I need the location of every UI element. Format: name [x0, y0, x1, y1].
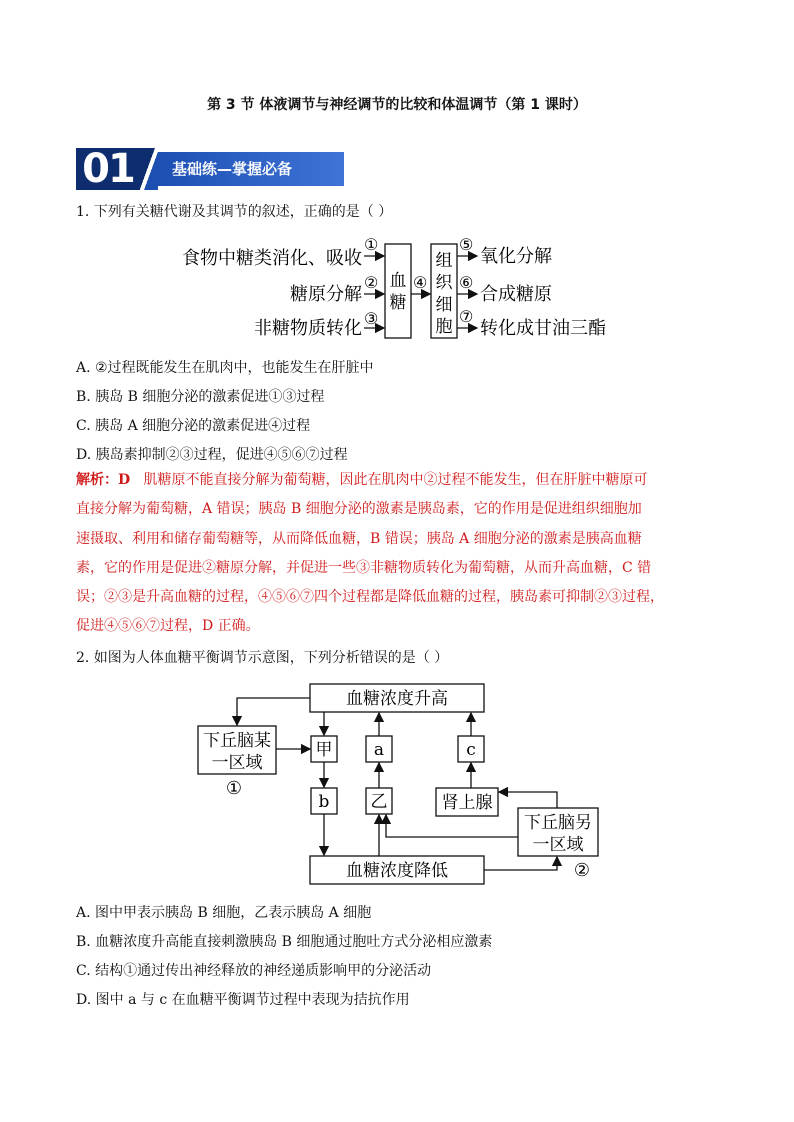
q1-target-1: 氧化分解 — [480, 246, 552, 267]
q2-stem: 2. 如图为人体血糖平衡调节示意图，下列分析错误的是（ ） — [76, 650, 449, 666]
section-title: 基础练—掌握必备 — [158, 152, 344, 186]
q2-hypo2-line2: 一区域 — [532, 835, 584, 855]
q2-hypo1-line1: 下丘脑某 — [203, 731, 271, 751]
q1-mark-3: ③ — [364, 309, 379, 328]
q1-analysis-line-2: 直接分解为葡萄糖，A 错误；胰岛 B 细胞分泌的激素是胰岛素，它的作用是促进组织细胞加 — [76, 501, 642, 518]
q1-analysis — [76, 466, 722, 642]
q1-blood-sugar-box — [385, 244, 411, 338]
q1-mark-1: ① — [364, 235, 379, 254]
q2-c-label: c — [466, 740, 476, 760]
q2-b-label: b — [318, 792, 330, 812]
q1-option-a: A. ②过程既能发生在肌肉中，也能发生在肝脏中 — [76, 360, 374, 376]
q1-option-b: B. 胰岛 B 细胞分泌的激素促进①③过程 — [76, 389, 325, 405]
section-number: 01 — [76, 148, 140, 190]
banner-slash-decoration — [140, 148, 158, 190]
q1-source-1: 食物中糖类消化、吸收 — [182, 248, 362, 269]
q2-hypo2-mark: ② — [573, 860, 591, 881]
q1-target-3: 转化成甘油三酯 — [480, 318, 606, 339]
q1-center-char-1: 血 — [389, 271, 407, 291]
q1-mark-5: ⑤ — [459, 235, 474, 254]
q1-source-2: 糖原分解 — [290, 284, 362, 305]
q1-tissue-char-3: 细 — [435, 295, 453, 315]
page-title: 第 3 节 体液调节与神经调节的比较和体温调节（第 1 课时） — [207, 97, 587, 113]
q2-bottom-label: 血糖浓度降低 — [346, 861, 448, 881]
q1-source-3: 非糖物质转化 — [254, 318, 362, 339]
q2-hypo1-mark: ① — [225, 778, 243, 799]
q2-hypo1-line2: 一区域 — [211, 753, 263, 773]
q2-option-d: D. 图中 a 与 c 在血糖平衡调节过程中表现为拮抗作用 — [76, 992, 410, 1008]
q1-mark-4: ④ — [413, 273, 428, 292]
q1-analysis-line-1: 肌糖原不能直接分解为葡萄糖，因此在肌肉中②过程不能发生，但在肝脏中糖原可 — [143, 472, 648, 488]
q1-option-d: D. 胰岛素抑制②③过程，促进④⑤⑥⑦过程 — [76, 447, 348, 463]
q1-analysis-line-4: 素，它的作用是促进②糖原分解，并促进一些③非糖物质转化为葡萄糖，从而升高血糖，C 错 — [76, 559, 652, 576]
q1-mark-2: ② — [364, 273, 379, 292]
q1-figure — [170, 234, 630, 346]
q2-option-c: C. 结构①通过传出神经释放的神经递质影响甲的分泌活动 — [76, 963, 432, 979]
q2-option-b: B. 血糖浓度升高能直接刺激胰岛 B 细胞通过胞吐方式分泌相应激素 — [76, 934, 493, 950]
q1-center-char-2: 糖 — [389, 293, 407, 313]
q1-mark-6: ⑥ — [459, 273, 474, 292]
q1-analysis-line-6: 促进④⑤⑥⑦过程，D 正确。 — [76, 618, 260, 635]
q2-adrenal-label: 肾上腺 — [441, 793, 493, 813]
q2-yi-label: 乙 — [370, 792, 388, 812]
q1-tissue-char-2: 织 — [435, 273, 453, 293]
q1-stem: 1. 下列有关糖代谢及其调节的叙述，正确的是（ ） — [76, 204, 393, 220]
q2-hypo2-line1: 下丘脑另 — [524, 813, 592, 833]
q1-tissue-char-1: 组 — [435, 251, 453, 271]
q1-analysis-label: 解析：D — [76, 472, 131, 488]
q2-a-label: a — [373, 740, 385, 760]
q1-analysis-line-5: 误；②③是升高血糖的过程，④⑤⑥⑦四个过程都是降低血糖的过程，胰岛素可抑制②③过程， — [76, 589, 664, 606]
q1-target-2: 合成糖原 — [480, 284, 552, 305]
q1-tissue-char-4: 胞 — [435, 317, 453, 337]
section-banner — [76, 148, 344, 190]
q1-option-c: C. 胰岛 A 细胞分泌的激素促进④过程 — [76, 418, 311, 434]
q1-analysis-line-3: 速摄取、利用和储存葡萄糖等，从而降低血糖，B 错误；胰岛 A 细胞分泌的激素是胰高血糖 — [76, 530, 642, 547]
q2-top-label: 血糖浓度升高 — [346, 689, 448, 709]
q2-option-a: A. 图中甲表示胰岛 B 细胞，乙表示胰岛 A 细胞 — [76, 905, 372, 921]
q2-jia-label: 甲 — [315, 740, 333, 760]
q2-figure — [190, 680, 630, 890]
q1-mark-7: ⑦ — [459, 307, 474, 326]
